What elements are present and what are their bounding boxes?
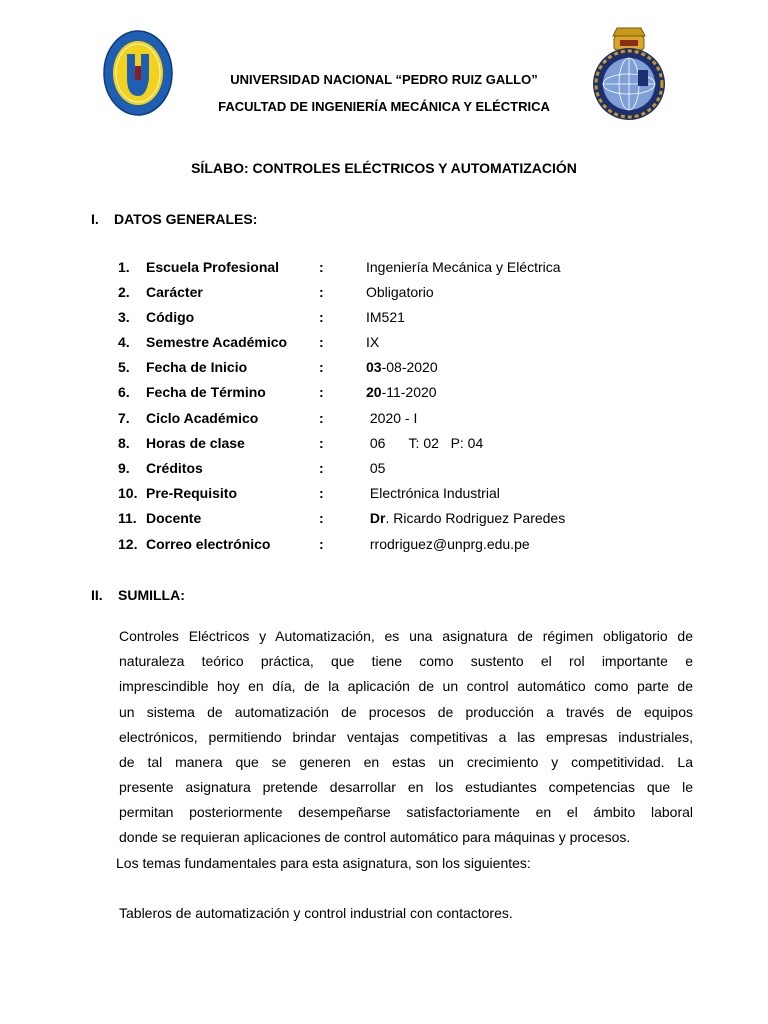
row-value-bold: Dr	[366, 510, 386, 526]
row-value-text: 06 T: 02 P: 04	[366, 435, 484, 451]
document-title: SÍLABO: CONTROLES ELÉCTRICOS Y AUTOMATIZACIÓN	[191, 160, 577, 176]
row-label: Docente	[146, 510, 202, 526]
row-label: Correo electrónico	[146, 536, 271, 552]
row-value-text: -08-2020	[381, 359, 438, 375]
row-value-text: 05	[366, 460, 386, 476]
row-label: Créditos	[146, 460, 203, 476]
sumilla-line: de tal manera que se generen en estas un crecimiento y competitividad. La	[119, 754, 693, 770]
row-label: Pre-Requisito	[146, 485, 238, 501]
data-row	[0, 259, 768, 281]
row-value	[366, 510, 565, 526]
row-colon: :	[319, 359, 324, 375]
row-value-text: Electrónica Industrial	[366, 485, 500, 501]
row-value	[366, 410, 417, 426]
sumilla-line: Controles Eléctricos y Automatización, es una asignatura de régimen obligatorio de	[119, 628, 693, 644]
row-value	[366, 359, 438, 375]
row-colon: :	[319, 485, 324, 501]
topics-intro: Los temas fundamentales para esta asignatura, son los siguientes:	[116, 855, 531, 871]
row-value-text: -11-2020	[381, 384, 437, 400]
sumilla-line: naturaleza teórico práctica, que tiene como sustento el rol importante e	[119, 653, 693, 670]
row-value	[366, 460, 385, 476]
row-value	[366, 485, 500, 501]
row-value-text: . Ricardo Rodriguez Paredes	[385, 510, 566, 526]
section-number: II.	[91, 587, 103, 603]
data-row	[0, 460, 768, 482]
row-label: Semestre Académico	[146, 334, 288, 350]
row-number: 2.	[118, 284, 130, 300]
row-number: 4.	[118, 334, 130, 350]
data-row	[0, 284, 768, 306]
row-number: 10.	[118, 485, 138, 501]
sumilla-line: un sistema de automatización de procesos de producción a través de equipos	[119, 703, 693, 720]
section-title: DATOS GENERALES:	[114, 211, 258, 227]
row-number: 6.	[118, 384, 130, 400]
sumilla-line: electrónicos, permitiendo brindar ventajas competitivas a las empresas industriales,	[119, 728, 693, 745]
data-row	[0, 435, 768, 457]
data-row	[0, 485, 768, 507]
row-value-text: IX	[366, 334, 380, 350]
sumilla-line: presente asignatura pretende desarrollar en los estudiantes competencias que le	[119, 779, 693, 796]
row-value	[366, 309, 405, 325]
row-value-text: Ingeniería Mecánica y Eléctrica	[366, 259, 561, 275]
row-number: 12.	[118, 536, 138, 552]
data-row	[0, 309, 768, 331]
row-value	[366, 536, 530, 552]
data-row	[0, 536, 768, 558]
row-colon: :	[319, 309, 324, 325]
row-label: Fecha de Término	[146, 384, 266, 400]
row-number: 9.	[118, 460, 130, 476]
row-label: Horas de clase	[146, 435, 245, 451]
row-colon: :	[319, 460, 324, 476]
data-row	[0, 410, 768, 432]
sumilla-last-line: donde se requieran aplicaciones de control automático para máquinas y procesos.	[119, 829, 631, 845]
topic-item: Tableros de automatización y control industrial con contactores.	[119, 905, 513, 921]
row-value-bold: 20	[366, 384, 382, 400]
row-label: Escuela Profesional	[146, 259, 280, 275]
row-label: Fecha de Inicio	[146, 359, 248, 375]
row-number: 5.	[118, 359, 130, 375]
row-colon: :	[319, 334, 324, 350]
section-title: SUMILLA:	[118, 587, 185, 603]
faculty-name: FACULTAD DE INGENIERÍA MECÁNICA Y ELÉCTRICA	[218, 99, 550, 114]
row-value-text: rrodriguez@unprg.edu.pe	[366, 536, 530, 552]
university-name: UNIVERSIDAD NACIONAL “PEDRO RUIZ GALLO”	[230, 72, 538, 87]
row-label: Ciclo Académico	[146, 410, 259, 426]
row-colon: :	[319, 510, 324, 526]
row-label: Código	[146, 309, 195, 325]
row-colon: :	[319, 284, 324, 300]
section-number: I.	[91, 211, 99, 227]
row-colon: :	[319, 536, 324, 552]
data-row	[0, 384, 768, 406]
row-colon: :	[319, 384, 324, 400]
row-colon: :	[319, 435, 324, 451]
sumilla-line: permitan posteriormente desempeñarse satisfactoriamente en el ámbito laboral	[119, 804, 693, 821]
row-value	[366, 259, 561, 275]
sumilla-line: imprescindible hoy en día, de la aplicación de un control automático como parte de	[119, 678, 693, 695]
row-value-bold: 03	[366, 359, 382, 375]
row-value	[366, 334, 379, 350]
row-colon: :	[319, 410, 324, 426]
row-value-text: IM521	[366, 309, 405, 325]
data-row	[0, 334, 768, 356]
row-number: 3.	[118, 309, 130, 325]
data-row	[0, 510, 768, 532]
row-number: 7.	[118, 410, 130, 426]
row-label: Carácter	[146, 284, 203, 300]
row-value-text: Obligatorio	[366, 284, 434, 300]
row-number: 11.	[118, 510, 137, 526]
data-row	[0, 359, 768, 381]
row-value-text: 2020 - I	[366, 410, 418, 426]
row-colon: :	[319, 259, 324, 275]
row-value	[366, 284, 434, 300]
row-number: 8.	[118, 435, 130, 451]
row-number: 1.	[118, 259, 130, 275]
row-value	[366, 435, 483, 451]
row-value	[366, 384, 437, 400]
